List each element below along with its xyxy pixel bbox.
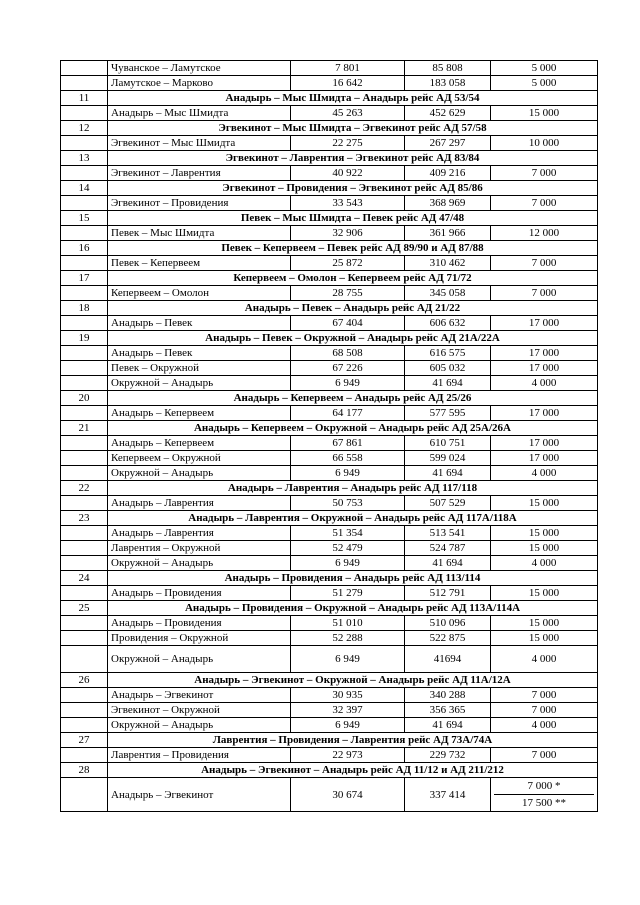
- row-number-cell: [61, 718, 108, 733]
- row-number-cell: [61, 556, 108, 571]
- flight-title-cell: Анадырь – Эгвекинот – Окружной – Анадырь рейс АД 11А/12А: [108, 673, 598, 688]
- flight-header-row: [61, 181, 598, 196]
- row-number-cell: 23: [61, 511, 108, 526]
- value-cell-2: 85 808: [405, 61, 491, 76]
- row-number-cell: [61, 226, 108, 241]
- table-row: [61, 61, 598, 76]
- flight-title-cell: Анадырь – Мыс Шмидта – Анадырь рейс АД 53/54: [108, 91, 598, 106]
- route-cell: Ламутское – Марково: [108, 76, 291, 91]
- route-cell: Анадырь – Провидения: [108, 616, 291, 631]
- flight-title-cell: Певек – Мыс Шмидта – Певек рейс АД 47/48: [108, 211, 598, 226]
- value-cell-3: 15 000: [491, 526, 598, 541]
- value-cell-2: 577 595: [405, 406, 491, 421]
- value-cell-1: 67 404: [291, 316, 405, 331]
- route-cell: Окружной – Анадырь: [108, 646, 291, 673]
- flight-title-cell: Певек – Кепервеем – Певек рейс АД 89/90 и АД 87/88: [108, 241, 598, 256]
- value-cell-1: 6 949: [291, 718, 405, 733]
- value-cell-3: 12 000: [491, 226, 598, 241]
- value-cell-2: 361 966: [405, 226, 491, 241]
- value-cell-2: 512 791: [405, 586, 491, 601]
- row-number-cell: 24: [61, 571, 108, 586]
- value-cell-3: 4 000: [491, 718, 598, 733]
- route-cell: Эгвекинот – Провидения: [108, 196, 291, 211]
- value-cell-2: 599 024: [405, 451, 491, 466]
- row-number-cell: 27: [61, 733, 108, 748]
- flight-header-row: [61, 151, 598, 166]
- flight-title-cell: Кепервеем – Омолон – Кепервеем рейс АД 71/72: [108, 271, 598, 286]
- row-number-cell: 20: [61, 391, 108, 406]
- flight-title-cell: Анадырь – Провидения – Анадырь рейс АД 113/114: [108, 571, 598, 586]
- row-number-cell: [61, 496, 108, 511]
- row-number-cell: 16: [61, 241, 108, 256]
- row-number-cell: [61, 256, 108, 271]
- value-cell-3: 7 000: [491, 256, 598, 271]
- table-row: [61, 556, 598, 571]
- row-number-cell: [61, 631, 108, 646]
- value-cell-3: 17 000: [491, 451, 598, 466]
- value-cell-1: 51 010: [291, 616, 405, 631]
- value-cell-2: 513 541: [405, 526, 491, 541]
- value-cell-2: 310 462: [405, 256, 491, 271]
- flight-title-cell: Анадырь – Эгвекинот – Анадырь рейс АД 11/12 и АД 211/212: [108, 763, 598, 778]
- flight-header-row: [61, 733, 598, 748]
- value-cell-1: 7 801: [291, 61, 405, 76]
- value-cell-1: 6 949: [291, 646, 405, 673]
- row-number-cell: 13: [61, 151, 108, 166]
- value-cell-1: 67 861: [291, 436, 405, 451]
- value-cell-1: 52 479: [291, 541, 405, 556]
- value-cell-3: 17 000: [491, 406, 598, 421]
- row-number-cell: 12: [61, 121, 108, 136]
- value-cell-1: 40 922: [291, 166, 405, 181]
- value-cell-2: 510 096: [405, 616, 491, 631]
- table-row: [61, 286, 598, 301]
- route-cell: Окружной – Анадырь: [108, 466, 291, 481]
- value-cell-1: 68 508: [291, 346, 405, 361]
- value-cell-1: 28 755: [291, 286, 405, 301]
- row-number-cell: [61, 466, 108, 481]
- value-cell-3: 15 000: [491, 106, 598, 121]
- route-cell: Эгвекинот – Мыс Шмидта: [108, 136, 291, 151]
- route-cell: Анадырь – Мыс Шмидта: [108, 106, 291, 121]
- route-cell: Анадырь – Лаврентия: [108, 496, 291, 511]
- row-number-cell: [61, 541, 108, 556]
- row-number-cell: 11: [61, 91, 108, 106]
- flight-header-row: [61, 763, 598, 778]
- route-cell: Певек – Мыс Шмидта: [108, 226, 291, 241]
- route-cell: Анадырь – Провидения: [108, 586, 291, 601]
- value-cell-3: 4 000: [491, 376, 598, 391]
- table-row: [61, 688, 598, 703]
- flight-header-row: [61, 391, 598, 406]
- value-cell-3: 7 000: [491, 166, 598, 181]
- table-row: [61, 136, 598, 151]
- value-cell-2: 524 787: [405, 541, 491, 556]
- flight-title-cell: Анадырь – Провидения – Окружной – Анадырь рейс АД 113А/114А: [108, 601, 598, 616]
- value-cell-2: 229 732: [405, 748, 491, 763]
- tariff-table: [60, 60, 598, 812]
- flight-header-row: [61, 511, 598, 526]
- row-number-cell: [61, 61, 108, 76]
- value-cell-2: 183 058: [405, 76, 491, 91]
- value-cell-3: 15 000: [491, 616, 598, 631]
- value-cell-3: 7 000: [491, 286, 598, 301]
- table-row: [61, 646, 598, 673]
- row-number-cell: [61, 361, 108, 376]
- row-number-cell: 19: [61, 331, 108, 346]
- value-cell-1: 52 288: [291, 631, 405, 646]
- row-number-cell: [61, 526, 108, 541]
- route-cell: Анадырь – Певек: [108, 316, 291, 331]
- row-number-cell: 14: [61, 181, 108, 196]
- row-number-cell: [61, 451, 108, 466]
- row-number-cell: [61, 586, 108, 601]
- value-cell-1: 6 949: [291, 556, 405, 571]
- row-number-cell: [61, 346, 108, 361]
- route-cell: Певек – Окружной: [108, 361, 291, 376]
- row-number-cell: 25: [61, 601, 108, 616]
- value-cell-1: 67 226: [291, 361, 405, 376]
- route-cell: Эгвекинот – Окружной: [108, 703, 291, 718]
- row-number-cell: [61, 136, 108, 151]
- row-number-cell: [61, 436, 108, 451]
- route-cell: Эгвекинот – Лаврентия: [108, 166, 291, 181]
- flight-header-row: [61, 91, 598, 106]
- row-number-cell: [61, 316, 108, 331]
- value-cell-1: 33 543: [291, 196, 405, 211]
- flight-header-row: [61, 421, 598, 436]
- value-cell-2: 356 365: [405, 703, 491, 718]
- route-cell: Анадырь – Певек: [108, 346, 291, 361]
- value-cell-1: 30 674: [291, 778, 405, 812]
- value-cell-3: 4 000: [491, 556, 598, 571]
- row-number-cell: 26: [61, 673, 108, 688]
- value-cell-3: 15 000: [491, 631, 598, 646]
- row-number-cell: 22: [61, 481, 108, 496]
- route-cell: Анадырь – Эгвекинот: [108, 778, 291, 812]
- row-number-cell: [61, 778, 108, 812]
- value-cell-3: 15 000: [491, 541, 598, 556]
- route-cell: Кепервеем – Окружной: [108, 451, 291, 466]
- value-cell-3: 5 000: [491, 76, 598, 91]
- table-row: [61, 748, 598, 763]
- table-row: [61, 376, 598, 391]
- flight-title-cell: Эгвекинот – Мыс Шмидта – Эгвекинот рейс АД 57/58: [108, 121, 598, 136]
- flight-title-cell: Анадырь – Кепервеем – Анадырь рейс АД 25/26: [108, 391, 598, 406]
- table-row: [61, 436, 598, 451]
- table-row: [61, 106, 598, 121]
- route-cell: Анадырь – Эгвекинот: [108, 688, 291, 703]
- row-number-cell: [61, 703, 108, 718]
- flight-header-row: [61, 481, 598, 496]
- route-cell: Анадырь – Кепервеем: [108, 436, 291, 451]
- route-cell: Окружной – Анадырь: [108, 718, 291, 733]
- tariff-table-body: [61, 61, 598, 812]
- value-cell-2: 41 694: [405, 718, 491, 733]
- route-cell: Анадырь – Кепервеем: [108, 406, 291, 421]
- row-number-cell: [61, 616, 108, 631]
- flight-title-cell: Анадырь – Кепервеем – Окружной – Анадырь рейс АД 25А/26А: [108, 421, 598, 436]
- value-cell-1: 51 279: [291, 586, 405, 601]
- flight-title-cell: Анадырь – Певек – Окружной – Анадырь рейс АД 21А/22А: [108, 331, 598, 346]
- row-number-cell: [61, 76, 108, 91]
- value-cell-2: 452 629: [405, 106, 491, 121]
- flight-title-cell: Эгвекинот – Провидения – Эгвекинот рейс АД 85/86: [108, 181, 598, 196]
- row-number-cell: [61, 748, 108, 763]
- row-number-cell: [61, 376, 108, 391]
- value-cell-2: 606 632: [405, 316, 491, 331]
- value-cell-3: 17 000: [491, 436, 598, 451]
- flight-header-row: [61, 673, 598, 688]
- flight-title-cell: Эгвекинот – Лаврентия – Эгвекинот рейс АД 83/84: [108, 151, 598, 166]
- table-row: [61, 76, 598, 91]
- row-number-cell: 18: [61, 301, 108, 316]
- value-cell-3: 4 000: [491, 646, 598, 673]
- row-number-cell: [61, 106, 108, 121]
- value-cell-2: 267 297: [405, 136, 491, 151]
- row-number-cell: 28: [61, 763, 108, 778]
- table-row: [61, 703, 598, 718]
- flight-header-row: [61, 601, 598, 616]
- value-cell-2: 340 288: [405, 688, 491, 703]
- route-cell: Лаврентия – Провидения: [108, 748, 291, 763]
- flight-header-row: [61, 301, 598, 316]
- value-cell-2: 41 694: [405, 376, 491, 391]
- value-cell-1: 32 397: [291, 703, 405, 718]
- table-row: [61, 361, 598, 376]
- table-row: [61, 778, 598, 812]
- route-cell: Анадырь – Лаврентия: [108, 526, 291, 541]
- value-cell-2: 337 414: [405, 778, 491, 812]
- value-cell-1: 66 558: [291, 451, 405, 466]
- table-row: [61, 451, 598, 466]
- table-row: [61, 316, 598, 331]
- table-row: [61, 631, 598, 646]
- route-cell: Лаврентия – Окружной: [108, 541, 291, 556]
- flight-header-row: [61, 121, 598, 136]
- flight-header-row: [61, 241, 598, 256]
- flight-title-cell: Анадырь – Лаврентия – Окружной – Анадырь рейс АД 117А/118А: [108, 511, 598, 526]
- flight-title-cell: Анадырь – Певек – Анадырь рейс АД 21/22: [108, 301, 598, 316]
- table-row: [61, 346, 598, 361]
- table-row: [61, 406, 598, 421]
- row-number-cell: 17: [61, 271, 108, 286]
- value-cell-1: 32 906: [291, 226, 405, 241]
- route-cell: Чуванское – Ламутское: [108, 61, 291, 76]
- table-row: [61, 718, 598, 733]
- route-cell: Певек – Кепервеем: [108, 256, 291, 271]
- split-values: [494, 778, 594, 811]
- route-cell: Кепервеем – Омолон: [108, 286, 291, 301]
- value-cell-1: 22 275: [291, 136, 405, 151]
- route-cell: Провидения – Окружной: [108, 631, 291, 646]
- value-cell-3: 7 000: [491, 688, 598, 703]
- value-cell-2: 41694: [405, 646, 491, 673]
- document-page: [60, 60, 597, 812]
- table-row: [61, 496, 598, 511]
- route-cell: Окружной – Анадырь: [108, 376, 291, 391]
- flight-title-cell: Анадырь – Лаврентия – Анадырь рейс АД 117/118: [108, 481, 598, 496]
- row-number-cell: 21: [61, 421, 108, 436]
- value-cell-2: 409 216: [405, 166, 491, 181]
- value-cell-1: 25 872: [291, 256, 405, 271]
- value-cell-2: 605 032: [405, 361, 491, 376]
- value-cell-2: 507 529: [405, 496, 491, 511]
- flight-header-row: [61, 571, 598, 586]
- value-cell-1: 6 949: [291, 376, 405, 391]
- table-row: [61, 196, 598, 211]
- table-row: [61, 466, 598, 481]
- table-row: [61, 166, 598, 181]
- value-cell-3: 10 000: [491, 136, 598, 151]
- value-cell-3: 17 000: [491, 316, 598, 331]
- value-cell-1: 30 935: [291, 688, 405, 703]
- value-cell-3: 4 000: [491, 466, 598, 481]
- flight-title-cell: Лаврентия – Провидения – Лаврентия рейс АД 73А/74А: [108, 733, 598, 748]
- flight-header-row: [61, 211, 598, 226]
- value-cell-2: 345 058: [405, 286, 491, 301]
- table-row: [61, 616, 598, 631]
- value-cell-2: 610 751: [405, 436, 491, 451]
- value-cell-1: 50 753: [291, 496, 405, 511]
- value-cell-3: 7 000: [491, 703, 598, 718]
- value-cell-1: 22 973: [291, 748, 405, 763]
- row-number-cell: [61, 166, 108, 181]
- row-number-cell: [61, 688, 108, 703]
- value-cell-2: 522 875: [405, 631, 491, 646]
- value-cell-3: 17 000: [491, 346, 598, 361]
- row-number-cell: [61, 286, 108, 301]
- row-number-cell: [61, 646, 108, 673]
- value-cell-3: 7 000: [491, 196, 598, 211]
- value-cell-1: 16 642: [291, 76, 405, 91]
- value-cell-1: 45 263: [291, 106, 405, 121]
- value-cell-3: 5 000: [491, 61, 598, 76]
- table-row: [61, 541, 598, 556]
- value-cell-2: 41 694: [405, 466, 491, 481]
- value-cell-1: 6 949: [291, 466, 405, 481]
- split-value: 17 500 **: [494, 795, 594, 812]
- value-cell-3: 15 000: [491, 496, 598, 511]
- value-cell-3: 7 000: [491, 748, 598, 763]
- value-cell-1: 51 354: [291, 526, 405, 541]
- value-cell-2: 41 694: [405, 556, 491, 571]
- value-cell-3: 15 000: [491, 586, 598, 601]
- table-row: [61, 256, 598, 271]
- split-value: 7 000 *: [527, 780, 561, 792]
- value-cell-2: 616 575: [405, 346, 491, 361]
- route-cell: Окружной – Анадырь: [108, 556, 291, 571]
- row-number-cell: 15: [61, 211, 108, 226]
- row-number-cell: [61, 196, 108, 211]
- table-row: [61, 586, 598, 601]
- table-row: [61, 526, 598, 541]
- flight-header-row: [61, 271, 598, 286]
- flight-header-row: [61, 331, 598, 346]
- value-cell-2: 368 969: [405, 196, 491, 211]
- value-cell-1: 64 177: [291, 406, 405, 421]
- row-number-cell: [61, 406, 108, 421]
- table-row: [61, 226, 598, 241]
- value-cell-3: 17 000: [491, 361, 598, 376]
- value-cell-3-split: [491, 778, 598, 812]
